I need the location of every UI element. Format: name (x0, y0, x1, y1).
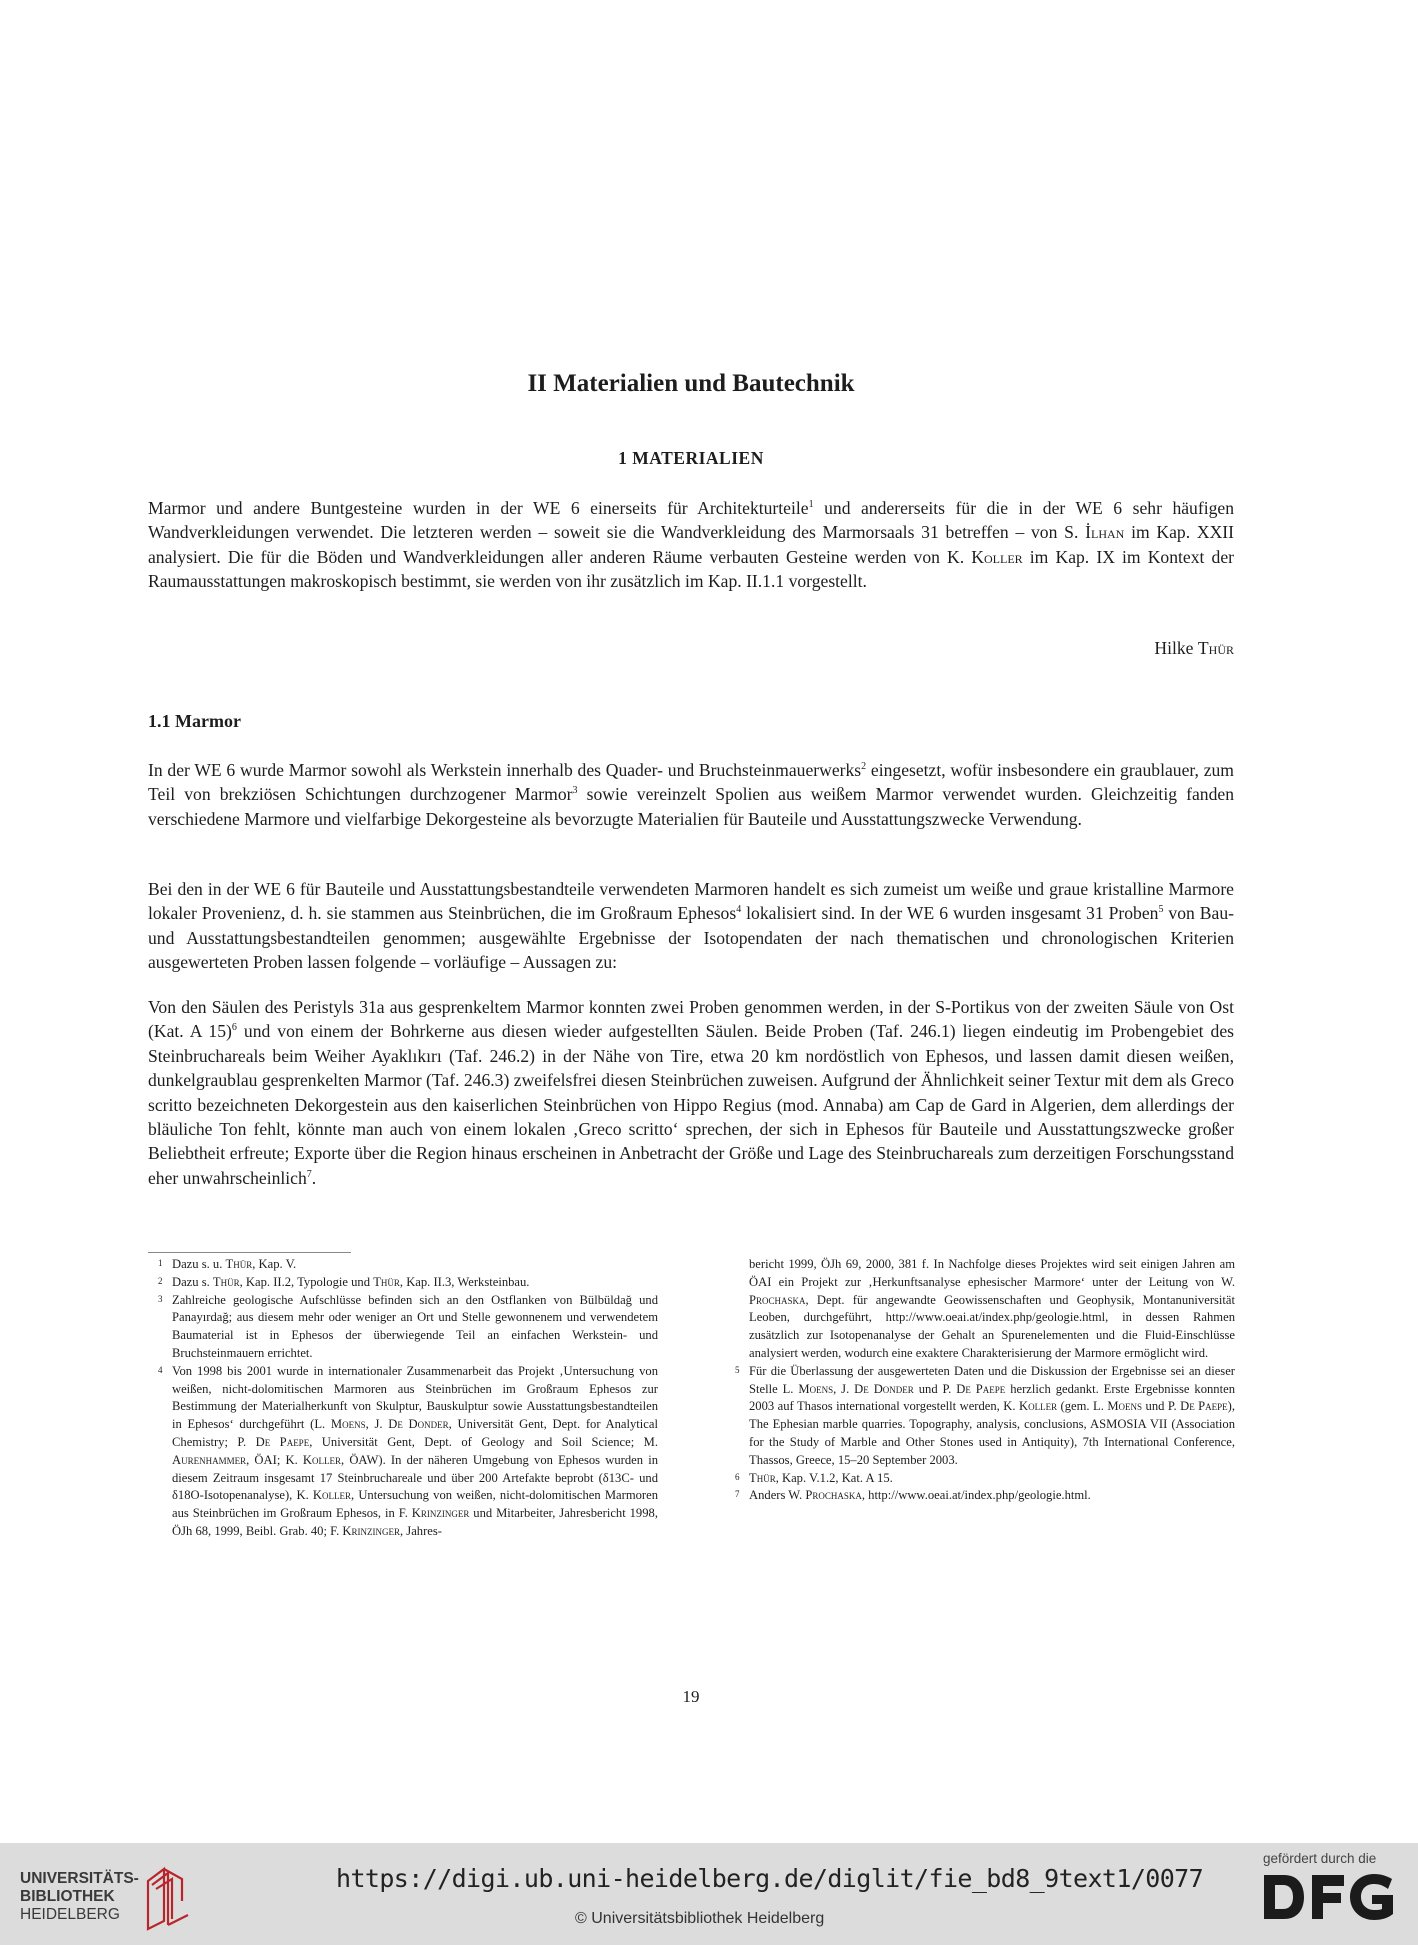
footnote-ref[interactable]: 2 (861, 761, 867, 773)
chapter-title: II Materialien und Bautechnik (527, 370, 855, 397)
footnote-ref[interactable]: 5 (1158, 904, 1164, 916)
footnote-number: 5 (735, 1364, 740, 1375)
footnote: 7 Anders W. Prochaska, http://www.oeai.at/index.php/geologie.html. (735, 1488, 1091, 1503)
library-logo-icon[interactable] (140, 1859, 198, 1931)
body-paragraph-3: Von den Säulen des Peristyls 31a aus gesprenkeltem Marmor konnten zwei Proben genommen werden, in der S-Portikus von der zweiten Säule von Ost (Kat. A 15)$^6$ und von einem der Bohrkerne aus diesen wieder aufgestellten Säulen. Beide Proben (Taf. 246.1) liegen eindeutig im Probengebiet des Steinbruchareals beim Weiher Ayaklıkırı (Taf. 246.2) in der Nähe von Tire, etwa 20 km nordöstlich von Ephesos, und lassen damit diesen weißen, dunkelgraublau gesprenkelten Marmor (Taf. 246.3) zweifelsfrei diesen Steinbrüchen zuweisen. Aufgrund der Ähnlichkeit seiner Textur mit dem als Greco scritto bezeichneten Dekorgestein aus den kaiserlichen Steinbrüchen von Hippo Regius (mod. Annaba) am Cap de Gard in Algerien, dem allerdings der bläuliche Ton fehlt, könnte man auch von einem lokalen ‚Greco scritto‘ sprechen, der sich in Ephesos für Bauteile und Ausstattungszwecke großer Beliebtheit erfreute; Exporte über die Region hinaus erscheinen in Anbetracht der Größe und Lage des Steinbruchareals zum derzeitigen Forschungsstand eher unwahrscheinlich$^7$. (148, 997, 1234, 1188)
footnote: 5 Für die Überlassung der ausgewerteten Daten und die Diskussion der Ergebnisse sei an dieser Stelle L. Moens, J. De Donder und P. De Paepe herzlich gedankt. Erste Ergebnisse konnten 2003 auf Thasos international vorgestellt werden, K. Koller (gem. L. Moens und P. De Paepe), The Ephesian marble quarries. Topography, analysis, conclusions, ASMOSIA VII (Association for the Study of Marble and Other Stones used in Antiquity), 7th International Conference, Thassos, Greece, 15–20 September 2003. (735, 1363, 1236, 1467)
footnote-number: 7 (735, 1489, 740, 1500)
footnote-ref[interactable]: 7 (306, 1168, 312, 1180)
subsection-title: 1.1 Marmor (148, 711, 241, 731)
library-logo-text[interactable]: UNIVERSITÄTS- BIBLIOTHEK HEIDELBERG (20, 1870, 139, 1923)
footnote-ref[interactable]: 4 (736, 904, 742, 916)
copyright-notice: © Universitätsbibliothek Heidelberg (575, 1910, 825, 1927)
footnote-number: 4 (158, 1364, 163, 1375)
footnote-number: 3 (158, 1293, 163, 1304)
footnote: 2 Dazu s. Thür, Kap. II.2, Typologie und Thür, Kap. II.3, Werksteinbau. (158, 1274, 530, 1289)
footnote-number: 6 (735, 1471, 740, 1482)
footnote-ref[interactable]: 3 (572, 785, 578, 797)
footnotes-right-column (727, 1256, 1235, 1505)
footnote-ref[interactable]: 6 (231, 1022, 237, 1034)
body-paragraph-1: In der WE 6 wurde Marmor sowohl als Werkstein innerhalb des Quader- und Bruchsteinmauerwerks$^2$ eingesetzt, wofür insbesondere ein graublauer, zum Teil von brekziösen Schichtungen durchzogener Marmor$^3$ sowie vereinzelt Spolien aus weißem Marmor verwendet wurden. Gleichzeitig fanden verschiedene Marmore und vielfarbige Dekorgesteine als bevorzugte Materialien für Bauteile und Ausstattungszwecke Verwendung. (148, 760, 1234, 829)
footnote: bericht 1999, ÖJh 69, 2000, 381 f. In Nachfolge dieses Projektes wird seit einigen Jahren am ÖAI ein Projekt zur ‚Herkunftsanalyse ephesischer Marmore‘ unter der Leitung von W. Prochaska, Dept. für angewandte Geowissenschaften und Geophysik, Montanuniversität Leoben, durchgeführt, http://www.oeai.at/index.php/geologie.html, in dessen Rahmen zusätzlich zur Isotopenanalyse der Gehalt an Spurenelementen und die Fluid-Einschlüsse analysiert werden, wodurch eine exaktere Charakterisierung der Marmore ermöglicht wird. (749, 1257, 1235, 1360)
intro-paragraph: Marmor und andere Buntgesteine wurden in der WE 6 einerseits für Architekturteile$^1$ und andererseits für die in der WE 6 sehr häufigen Wandverkleidungen verwendet. Die letzteren werden – soweit sie die Wandverkleidung des Marmorsaals 31 betreffen – von S. İlhan im Kap. XXII analysiert. Die für die Böden und Wandverkleidungen aller anderen Räume verbauten Gesteine werden von K. Koller im Kap. IX im Kontext der Raumausstattungen makroskopisch bestimmt, sie werden von ihr zusätzlich im Kap. II.1.1 vorgestellt. (148, 498, 1235, 592)
footnote-ref[interactable]: 1 (808, 499, 814, 511)
page-number: 19 (682, 1687, 700, 1706)
author-signature: Hilke Thür (1154, 638, 1234, 658)
footnote-number: 2 (158, 1275, 163, 1286)
footnote-number: 1 (158, 1258, 163, 1268)
section-title: 1 MATERIALIEN (618, 448, 764, 468)
footer-bar (0, 1843, 1418, 1945)
funder-caption: gefördert durch die (1263, 1851, 1377, 1866)
footnote: 6 Thür, Kap. V.1.2, Kat. A 15. (735, 1470, 893, 1485)
footnote-separator (148, 1252, 351, 1253)
dfg-logo-icon[interactable] (1262, 1871, 1397, 1923)
footnote: 4 Von 1998 bis 2001 wurde in internationaler Zusammenarbeit das Projekt ‚Untersuchung von weißen, nicht-dolomitischen Marmoren aus Steinbrüchen im Großraum Ephesos zur Bestimmung der Materialherkunft von Skulptur, Bauskulptur sowie Ausstattungsbestandteilen in Ephesos‘ durchgeführt (L. Moens, J. De Donder, Universität Gent, Dept. for Analytical Chemistry; P. De Paepe, Universität Gent, Dept. of Geology and Soil Science; M. Aurenhammer, ÖAI; K. Koller, ÖAW). In der näheren Umgebung von Ephesos wurden in diesem Zeitraum insgesamt 17 Steinbruchareale und über 200 Artefakte beprobt (δ13C- und δ18O-Isotopenanalyse), K. Koller, Untersuchung von weißen, nicht-dolomitischen Marmoren aus Steinbrüchen im Großraum Ephesos, in F. Krinzinger und Mitarbeiter, Jahresbericht 1998, ÖJh 68, 1999, Beibl. Grab. 40; F. Krinzinger, Jahres- (158, 1363, 658, 1538)
footnotes-left-column (150, 1256, 658, 1541)
permalink-url[interactable]: https://digi.ub.uni-heidelberg.de/diglit/fie_bd8_9text1/0077 (336, 1864, 1204, 1893)
body-paragraph-2: Bei den in der WE 6 für Bauteile und Ausstattungsbestandteile verwendeten Marmoren handelt es sich zumeist um weiße und graue kristalline Marmore lokaler Provenienz, d. h. sie stammen aus Steinbrüchen, die im Großraum Ephesos$^4$ lokalisiert sind. In der WE 6 wurden insgesamt 31 Proben$^5$ von Bau- und Ausstattungsbestandteilen genommen; ausgewählte Ergebnisse der Isotopendaten der nach thematischen und chronologischen Kriterien ausgewerteten Proben lassen folgende – vorläufige – Aussagen zu: (148, 879, 1234, 973)
footnote: 3 Zahlreiche geologische Aufschlüsse befinden sich an den Ostflanken von Bülbüldağ und Panayırdağ; aus diesem mehr oder weniger an Ort und Stelle gewonnenem und verwendetem Baumaterial ist in Ephesos der überwiegende Teil an einfachen Werkstein- und Bruchsteinmauern errichtet. (158, 1292, 658, 1360)
footnote: 1 Dazu s. u. Thür, Kap. V. (158, 1257, 297, 1271)
